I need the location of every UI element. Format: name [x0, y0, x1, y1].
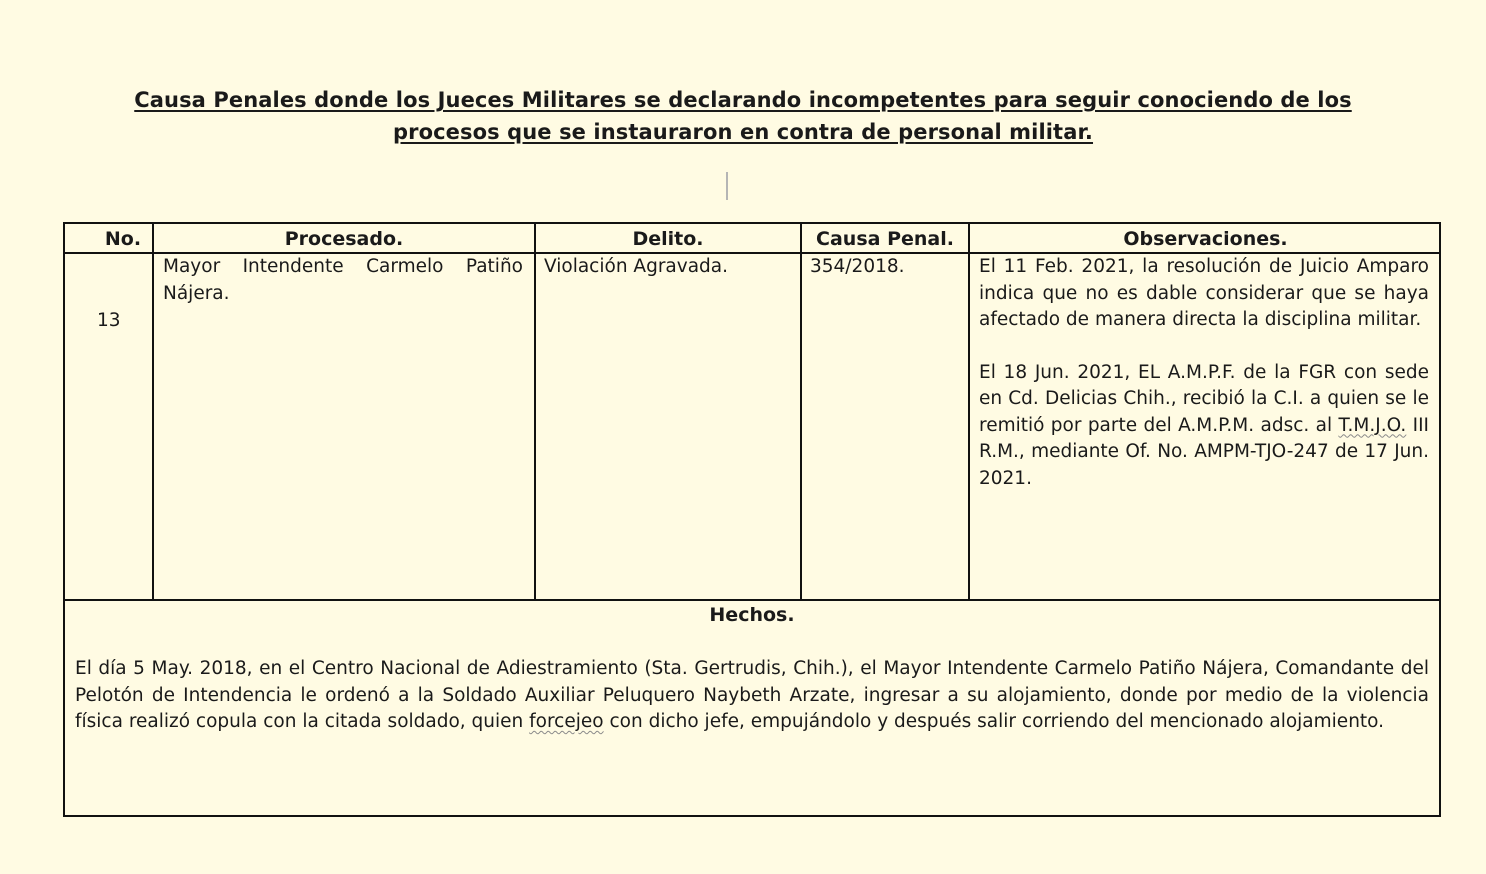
observaciones-paragraph-2-start: El 18 Jun. 2021, EL A.M.P.F. de la FGR con sede en Cd. Delicias Chih., recibió la C.I. a quien se le remitió por parte del A.M.P.M. adsc. al	[979, 361, 1429, 436]
spellcheck-mark: forcejeo	[529, 711, 604, 732]
hechos-text-end: con dicho jefe, empujándolo y después salir corriendo del mencionado alojamiento.	[603, 711, 1385, 732]
header-no: No.	[104, 228, 142, 250]
header-delito: Delito.	[632, 228, 704, 250]
cell-no: 13	[97, 310, 121, 331]
spellcheck-mark: T.M.J.O.	[1338, 414, 1407, 436]
header-procesado: Procesado.	[284, 228, 404, 250]
hechos-text	[75, 656, 1429, 736]
hechos-title: Hechos.	[709, 604, 795, 626]
text-cursor	[726, 172, 728, 200]
cell-delito: Violación Agravada.	[544, 256, 729, 277]
column-divider	[968, 224, 970, 600]
cell-procesado: Mayor Intendente Carmelo Patiño Nájera.	[163, 256, 523, 304]
document-title-line-1: Causa Penales donde los Jueces Militares se declarando incompetentes para seguir conociendo de los	[134, 88, 1352, 112]
document-title-line-2: procesos que se instauraron en contra de personal militar.	[392, 120, 1094, 144]
column-divider	[534, 224, 536, 600]
header-observaciones: Observaciones.	[1123, 228, 1288, 250]
cell-causa-penal: 354/2018.	[810, 256, 905, 277]
cases-table	[63, 222, 1441, 817]
observaciones-paragraph-2-end: III R.M., mediante Of. No. AMPM-TJO-247 de 17 Jun. 2021.	[979, 414, 1430, 489]
column-divider	[800, 224, 802, 600]
observaciones-paragraph-1: El 11 Feb. 2021, la resolución de Juicio Amparo indica que no es dable considerar que se haya afectado de manera directa la disciplina militar.	[979, 256, 1429, 330]
column-divider	[152, 224, 154, 600]
document-title	[60, 84, 1426, 148]
cell-observaciones	[979, 254, 1429, 492]
hechos-text-start: El día 5 May. 2018, en el Centro Nacional de Adiestramiento (Sta. Gertrudis, Chih.), el Mayor Intendente Carmelo Patiño Nájera, Comandante del Pelotón de Intendencia le ordenó a la Soldado Auxiliar Peluquero Naybeth Arzate, ingresar a su alojamiento, donde por medio de la violencia física realizó copula con la citada soldado, quien	[75, 658, 1429, 732]
header-causa-penal: Causa Penal.	[816, 228, 954, 250]
observaciones-paragraph-2	[979, 360, 1429, 493]
hechos-divider	[65, 599, 1439, 601]
